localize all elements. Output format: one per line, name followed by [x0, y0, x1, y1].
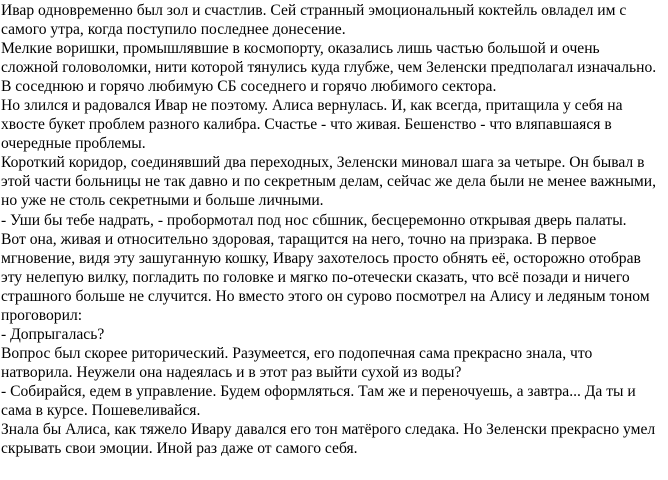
text-line: страшного больше не случится. Но вместо этого он сурово посмотрел на Алису и ледяным тоном — [1, 287, 650, 305]
text-line: самого утра, когда поступило последнее донесение. — [1, 21, 346, 39]
text-line: - Допрыгалась? — [1, 325, 105, 343]
text-line: Вопрос был скорее риторический. Разумеется, его подопечная сама прекрасно знала, что — [1, 344, 593, 362]
text-line: - Собирайся, едем в управление. Будем оформляться. Там же и переночуешь, а завтра... Да ты и — [1, 382, 636, 400]
text-line: но уже не столь секретными и больше личными. — [1, 192, 324, 210]
text-line: сама в курсе. Пошевеливайся. — [1, 401, 201, 419]
text-line: Вот она, живая и относительно здоровая, таращится на него, точно на призрака. В первое — [1, 230, 597, 248]
text-line: мгновение, видя эту зашуганную кошку, Ивару захотелось просто обнять её, осторожно отобрав — [1, 249, 641, 267]
text-line: проговорил: — [1, 306, 83, 324]
text-line: этой части больницы не так давно и по секретным делам, сейчас же дела были не менее важными, — [1, 173, 657, 191]
text-line: эту нелепую вилку, погладить по головке и мягко по-отечески сказать, что всё позади и ничего — [1, 268, 630, 286]
text-line: Короткий коридор, соединявший два переходных, Зеленски миновал шага за четыре. Он бывал в — [1, 154, 645, 172]
text-line: Но злился и радовался Ивар не поэтому. Алиса вернулась. И, как всегда, притащила у себя на — [1, 97, 623, 115]
text-line: - Уши бы тебе надрать, - пробормотал под нос сбшник, бесцеремонно открывая дверь палаты. — [1, 211, 627, 229]
text-line: натворила. Неужели она надеялась и в этот раз выйти сухой из воды? — [1, 363, 462, 381]
text-line: Знала бы Алиса, как тяжело Ивару давался его тон матёрого следака. Но Зеленски прекрасно умел — [1, 421, 656, 439]
text-line: очередные проблемы. — [1, 135, 146, 153]
text-line: Ивар одновременно был зол и счастлив. Сей странный эмоциональный коктейль овладел им с — [1, 2, 627, 19]
text-line: сложной головоломки, нити которой тянулись куда глубже, чем Зеленски предполагал изначально. — [1, 59, 657, 77]
text-line: хвосте букет проблем разного калибра. Счастье - что живая. Бешенство - что вляпавшаяся в — [1, 116, 612, 134]
text-line: скрывать свои эмоции. Иной раз даже от самого себя. — [1, 440, 358, 458]
text-line: В соседнюю и горячо любимую СБ соседнего и горячо любимого сектора. — [1, 78, 497, 96]
text-line: Мелкие воришки, промышлявшие в космопорту, оказались лишь частью большой и очень — [1, 40, 600, 58]
